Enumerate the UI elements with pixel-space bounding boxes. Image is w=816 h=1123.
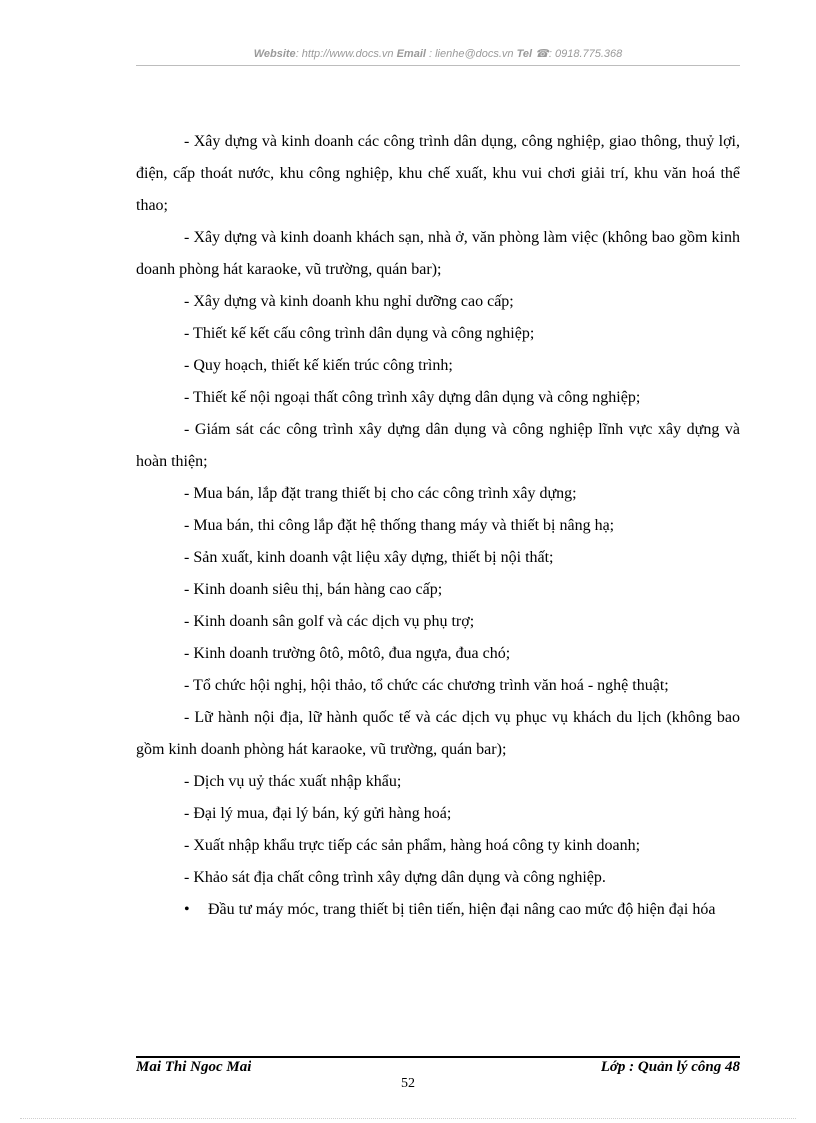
header-rule [136,65,740,66]
paragraph: - Mua bán, thi công lắp đặt hệ thống thang máy và thiết bị nâng hạ; [184,517,615,534]
footer-rule [136,1056,740,1058]
email-value: : lienhe@docs.vn [429,48,514,60]
paragraph: - Thiết kế nội ngoại thất công trình xây dựng dân dụng và công nghiệp; [184,389,641,406]
paragraph: - Xây dựng và kinh doanh khu nghỉ dưỡng cao cấp; [184,293,514,310]
paragraph: - Lữ hành nội địa, lữ hành quốc tế và các dịch vụ phục vụ khách du lịch (không bao gồm kinh doanh phòng hát karaoke, vũ trường, quán bar); [136,709,740,758]
tel-label: Tel [516,48,533,60]
paragraph: - Xây dựng và kinh doanh các công trình dân dụng, công nghiệp, giao thông, thuỷ lợi, điện, cấp thoát nước, khu công nghiệp, khu chế xuất, khu vui chơi giải trí, khu văn hoá thể thao; [136,133,740,214]
paragraph: - Kinh doanh sân golf và các dịch vụ phụ trợ; [184,613,475,630]
page-number: 52 [401,1076,415,1091]
bullet-paragraph [136,894,740,926]
email-label: Email [396,48,426,60]
paragraph: - Dịch vụ uỷ thác xuất nhập khẩu; [184,773,402,790]
paragraph: - Khảo sát địa chất công trình xây dựng dân dụng và công nghiệp. [184,869,606,886]
paragraph: - Giám sát các công trình xây dựng dân dụng và công nghiệp lĩnh vực xây dựng và hoàn thiện; [136,421,740,470]
paragraph: - Quy hoạch, thiết kế kiến trúc công trình; [184,357,453,374]
paragraph: - Kinh doanh siêu thị, bán hàng cao cấp; [184,581,443,598]
footer-author: Mai Thi Ngoc Mai [136,1059,252,1075]
tel-value: : 0918.775.368 [548,48,623,60]
paragraph: - Mua bán, lắp đặt trang thiết bị cho các công trình xây dựng; [184,485,577,502]
paragraph: - Sản xuất, kinh doanh vật liệu xây dựng, thiết bị nội thất; [184,549,554,566]
bottom-dotted-divider [20,1118,796,1119]
phone-icon: ☎ [535,48,549,60]
website-value: : http://www.docs.vn [295,48,394,60]
paragraph: - Xuất nhập khẩu trực tiếp các sản phẩm, hàng hoá công ty kinh doanh; [184,837,641,854]
document-body [136,126,740,926]
paragraph: - Tổ chức hội nghị, hội thảo, tổ chức các chương trình văn hoá - nghệ thuật; [184,677,669,694]
bullet-text: Đầu tư máy móc, trang thiết bị tiên tiến, hiện đại nâng cao mức độ hiện đại hóa [208,901,716,918]
footer-class: Lớp : Quản lý công 48 [600,1059,740,1075]
page-header [136,47,740,60]
paragraph: - Xây dựng và kinh doanh khách sạn, nhà ở, văn phòng làm việc (không bao gồm kinh doanh phòng hát karaoke, vũ trường, quán bar); [136,229,740,278]
paragraph: - Thiết kế kết cấu công trình dân dụng và công nghiệp; [184,325,535,342]
paragraph: - Đại lý mua, đại lý bán, ký gửi hàng hoá; [184,805,452,822]
paragraph: - Kinh doanh trường ôtô, môtô, đua ngựa, đua chó; [184,645,511,662]
website-label: Website [253,48,296,60]
bullet-icon: • [184,901,190,918]
